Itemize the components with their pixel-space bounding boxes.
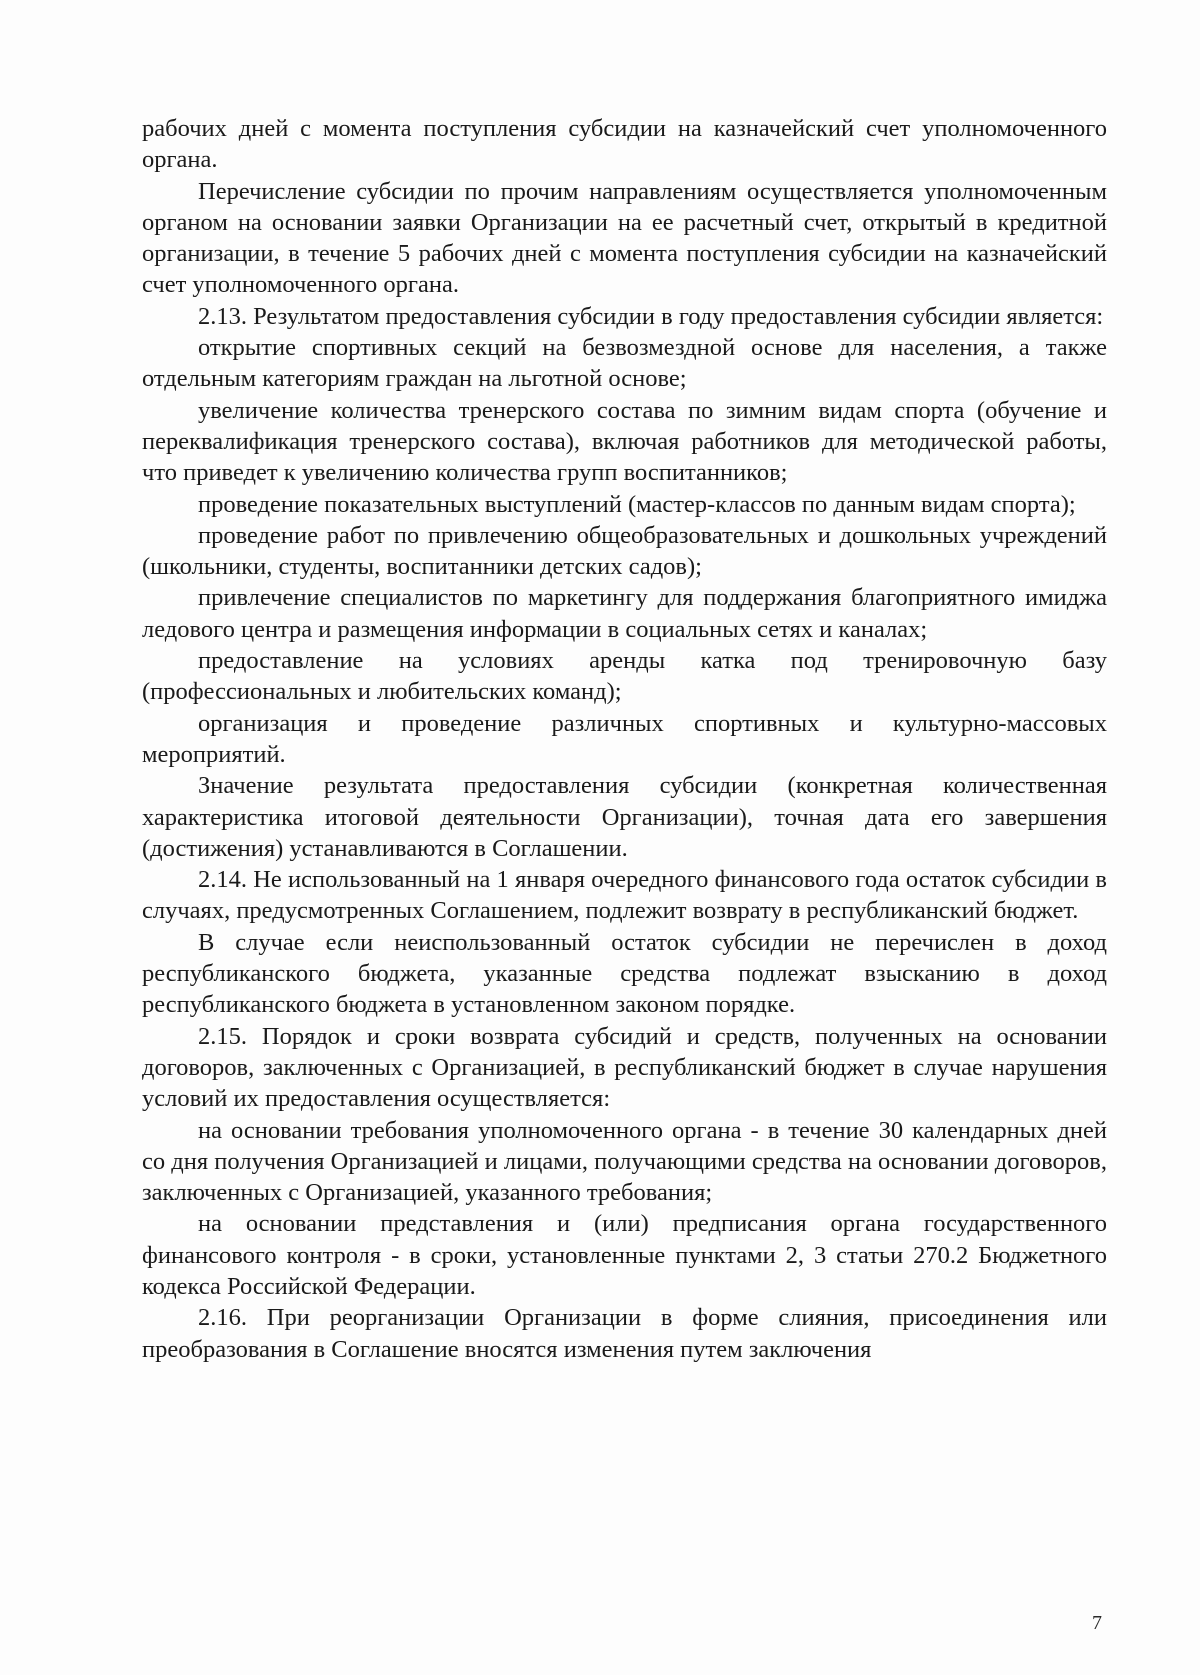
document-body xyxy=(142,113,1107,1365)
paragraph: Значение результата предоставления субсидии (конкретная количественная характеристика итоговой деятельности Организации), точная дата его завершения (достижения) устанавливаются в Соглашении. xyxy=(142,772,1107,862)
paragraph: организация и проведение различных спортивных и культурно-массовых мероприятий. xyxy=(142,709,1107,768)
paragraph: 2.14. Не использованный на 1 января очередного финансового года остаток субсидии в случаях, предусмотренных Соглашением, подлежит возврату в республиканский бюджет. xyxy=(142,866,1107,925)
paragraph: на основании требования уполномоченного органа - в течение 30 календарных дней со дня получения Организацией и лицами, получающими средства на основании договоров, заключенных с Организацией, указанного требования; xyxy=(142,1116,1107,1207)
paragraph: В случае если неиспользованный остаток субсидии не перечислен в доход республиканского бюджета, указанные средства подлежат взысканию в доход республиканского бюджета в установленном законом порядке. xyxy=(142,928,1107,1019)
paragraph: привлечение специалистов по маркетингу для поддержания благоприятного имиджа ледового центра и размещения информации в социальных сетях и каналах; xyxy=(142,584,1107,643)
paragraph: увеличение количества тренерского состава по зимним видам спорта (обучение и переквалификация тренерского состава), включая работников для методической работы, что приведет к увеличению количества групп воспитанников; xyxy=(142,396,1107,487)
paragraph: проведение показательных выступлений (мастер-классов по данным видам спорта); xyxy=(198,490,1076,518)
paragraph: 2.13. Результатом предоставления субсидии в году предоставления субсидии является: xyxy=(198,302,1104,330)
paragraph: Перечисление субсидии по прочим направлениям осуществляется уполномоченным органом на основании заявки Организации на ее расчетный счет, открытый в кредитной организации, в течение 5 рабочих дней с момента поступления субсидии на казначейский счет уполномоченного органа. xyxy=(142,177,1107,299)
page-number: 7 xyxy=(1092,1612,1102,1634)
paragraph: рабочих дней с момента поступления субсидии на казначейский счет уполномоченного органа. xyxy=(142,115,1107,174)
paragraph: предоставление на условиях аренды катка под тренировочную базу (профессиональных и любительских команд); xyxy=(142,647,1107,706)
paragraph: на основании представления и (или) предписания органа государственного финансового контроля - в сроки, установленные пунктами 2, 3 статьи 270.2 Бюджетного кодекса Российской Федерации. xyxy=(142,1210,1107,1300)
paragraph: 2.16. При реорганизации Организации в форме слияния, присоединения или преобразования в Соглашение вносятся изменения путем заключения xyxy=(142,1304,1107,1363)
paragraph: 2.15. Порядок и сроки возврата субсидий и средств, полученных на основании договоров, заключенных с Организацией, в республиканский бюджет в случае нарушения условий их предоставления осуществляется: xyxy=(142,1022,1107,1113)
paragraph: проведение работ по привлечению общеобразовательных и дошкольных учреждений (школьники, студенты, воспитанники детских садов); xyxy=(142,521,1107,581)
paragraph: открытие спортивных секций на безвозмездной основе для населения, а также отдельным категориям граждан на льготной основе; xyxy=(142,334,1107,393)
